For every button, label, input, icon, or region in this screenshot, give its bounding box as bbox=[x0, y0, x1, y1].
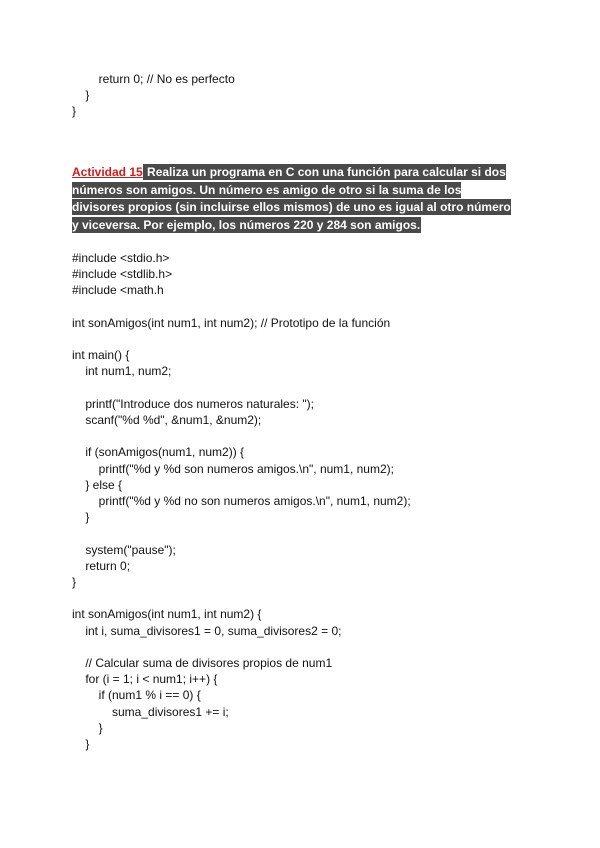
code-line: printf("%d y %d no son numeros amigos.\n", num1, num2); bbox=[72, 494, 411, 508]
code-line: } bbox=[72, 575, 77, 589]
code-line: if (sonAmigos(num1, num2)) { bbox=[72, 445, 245, 460]
code-line: #include <stdio.h> bbox=[72, 251, 170, 265]
code-line: if (num1 % i == 0) { bbox=[72, 688, 201, 703]
code-line: suma_divisores1 += i; bbox=[72, 704, 229, 719]
activity-description: Realiza un programa en C con una función para calcular si dos números son amigos. Un número es amigo de otro si la suma de los divisores propios (sin incluirse ellos mismos) de uno es igual al otro número y viceversa. Por ejemplo, los números 220 y 284 son amigos. bbox=[72, 165, 511, 232]
code-line: printf("Introduce dos numeros naturales: "); bbox=[72, 396, 314, 411]
activity-title: Actividad 15 bbox=[72, 165, 143, 179]
code-line: scanf("%d %d", &num1, &num2); bbox=[72, 413, 262, 427]
code-line: int main() { bbox=[72, 348, 130, 363]
code-line: int sonAmigos(int num1, int num2); // Prototipo de la función bbox=[72, 315, 391, 330]
code-line: } bbox=[72, 104, 77, 118]
code-line: system("pause"); bbox=[72, 542, 176, 557]
code-line: } bbox=[72, 88, 90, 102]
code-line: int sonAmigos(int num1, int num2) { bbox=[72, 607, 262, 622]
code-line: } bbox=[72, 720, 103, 735]
code-line: } bbox=[72, 510, 90, 525]
activity-statement bbox=[72, 164, 512, 234]
code-line: int i, suma_divisores1 = 0, suma_divisores2 = 0; bbox=[72, 623, 342, 638]
code-line: int num1, num2; bbox=[72, 364, 172, 379]
code-line: return 0; bbox=[72, 558, 131, 573]
code-line: #include <stdlib.h> bbox=[72, 267, 173, 282]
code-line: } bbox=[72, 737, 90, 751]
code-line: return 0; // No es perfecto bbox=[72, 72, 235, 86]
code-line: for (i = 1; i < num1; i++) { bbox=[72, 672, 218, 687]
code-line: printf("%d y %d son numeros amigos.\n", num1, num2); bbox=[72, 461, 394, 476]
code-line: } else { bbox=[72, 477, 123, 492]
code-line: // Calcular suma de divisores propios de num1 bbox=[72, 656, 333, 670]
code-line: #include <math.h bbox=[72, 283, 164, 298]
